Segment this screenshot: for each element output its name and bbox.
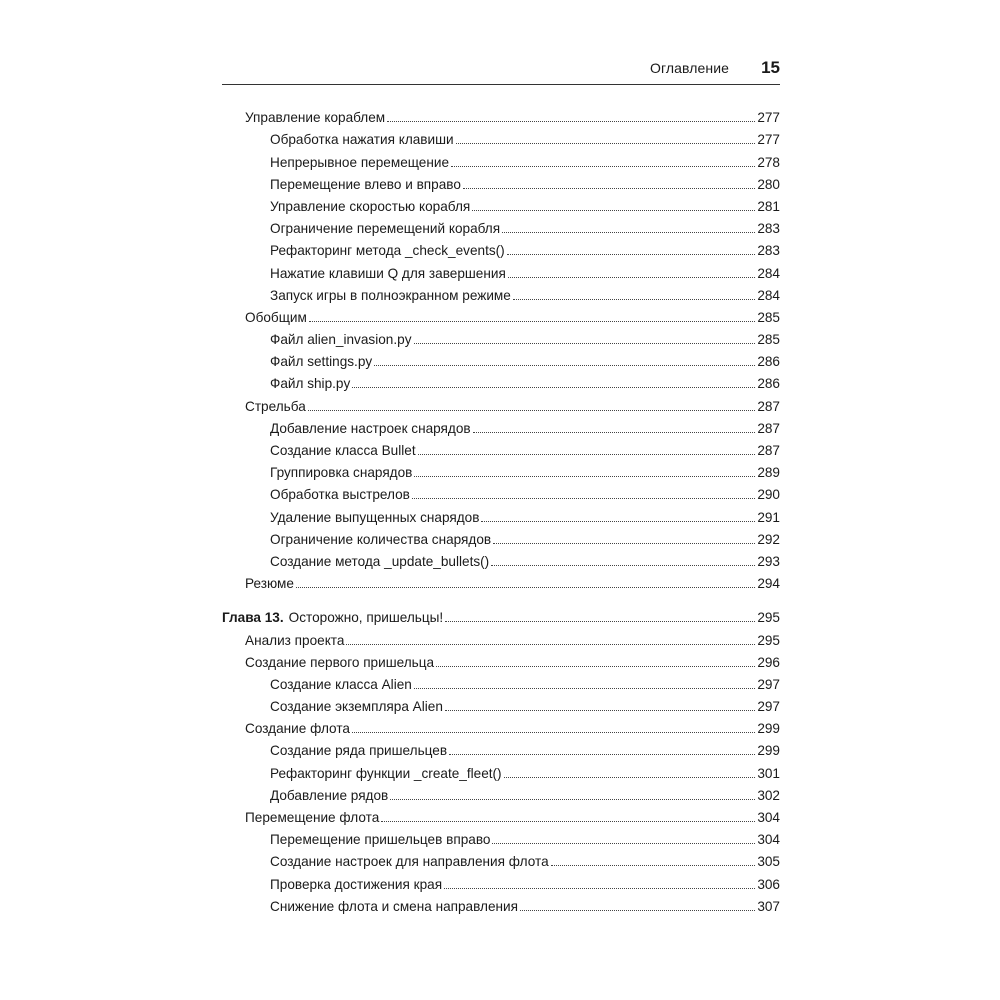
toc-entry-title	[270, 221, 500, 237]
dot-leader	[309, 321, 755, 322]
toc-page-number: 287	[757, 443, 780, 458]
toc-chapter-entry	[222, 604, 780, 626]
dot-leader	[502, 232, 755, 233]
toc-entry-text: Непрерывное перемещение	[270, 154, 450, 170]
toc-page-number: 277	[757, 132, 780, 148]
toc-entry-text: Группировка снарядов	[270, 465, 413, 481]
toc-entry-title	[222, 610, 443, 626]
toc-subsection-entry	[222, 481, 780, 503]
toc-entry-text: Ограничение перемещений корабля	[270, 221, 501, 237]
toc-entry-text: Создание флота	[245, 721, 350, 737]
dot-leader	[456, 143, 756, 144]
toc-entry-text: Нажатие клавиши Q для завершения	[270, 265, 506, 281]
toc-entry-text: Запуск игры в полноэкранном режиме	[270, 287, 511, 303]
dot-leader	[390, 799, 755, 800]
running-head-title: Оглавление	[650, 60, 730, 76]
dot-leader	[444, 888, 755, 889]
toc-entry-text: Резюме	[245, 576, 294, 592]
toc-entry-title	[270, 199, 470, 215]
toc-page-number: 296	[757, 654, 780, 670]
toc-section-entry	[222, 392, 780, 414]
toc-entry-title	[270, 177, 461, 193]
toc-entry-text: Перемещение флота	[245, 810, 380, 825]
dot-leader	[436, 666, 755, 667]
toc-page-number: 290	[757, 487, 780, 503]
toc-page-number: 297	[757, 676, 780, 692]
toc-entry-title	[270, 743, 447, 759]
toc-page-number: 304	[757, 810, 780, 825]
toc-page-number: 293	[757, 553, 780, 569]
toc-page-number: 299	[757, 721, 780, 737]
toc-page-number: 277	[757, 110, 780, 126]
toc-entry-title	[270, 332, 412, 348]
toc-entry-text: Перемещение влево и вправо	[270, 176, 461, 192]
toc-subsection-entry	[222, 848, 780, 870]
dot-leader	[451, 166, 755, 167]
toc-page-number: 284	[757, 265, 780, 281]
dot-leader	[418, 454, 756, 455]
toc-section-entry	[222, 304, 780, 326]
toc-entry-text: Рефакторинг метода _check_events()	[270, 243, 505, 259]
toc-subsection-entry	[222, 459, 780, 481]
toc-entry-title	[245, 310, 307, 326]
toc-subsection-entry	[222, 282, 780, 304]
toc-entry-text: Управление кораблем	[245, 110, 386, 126]
toc-entry-title	[270, 465, 412, 481]
toc-subsection-entry	[222, 171, 780, 193]
dot-leader	[308, 410, 756, 411]
toc-page-number: 302	[757, 787, 780, 803]
toc-page-number: 283	[757, 243, 780, 259]
dot-leader	[520, 910, 755, 911]
toc-entry-title	[270, 443, 416, 459]
toc-entry-title	[245, 810, 379, 826]
dot-leader	[352, 387, 755, 388]
toc-subsection-entry	[222, 548, 780, 570]
toc-entry-title	[270, 421, 471, 437]
toc-entry-title	[270, 766, 502, 782]
toc-page-number: 286	[757, 354, 780, 370]
toc-page-number: 287	[757, 420, 780, 436]
toc-entry-text: Проверка достижения края	[270, 876, 443, 892]
toc-section-entry	[222, 570, 780, 592]
toc-subsection-entry	[222, 126, 780, 148]
toc-entry-title	[270, 510, 479, 526]
toc-page-number: 294	[757, 576, 780, 592]
toc-entry-text: Стрельба	[245, 398, 306, 414]
toc-entry-text: Рефакторинг функции _create_fleet()	[270, 765, 502, 781]
page-number: 15	[761, 58, 780, 77]
toc-subsection-entry	[222, 326, 780, 348]
toc-entry-title	[245, 655, 434, 671]
toc-entry-title	[270, 854, 549, 870]
toc-entry-text: Создание метода _update_bullets()	[270, 553, 490, 569]
toc-entry-title	[270, 877, 442, 893]
dot-leader	[445, 621, 755, 622]
toc-subsection-entry	[222, 526, 780, 548]
dot-leader	[412, 498, 755, 499]
dot-leader	[414, 688, 755, 689]
toc-section-entry	[222, 626, 780, 648]
toc-page-number: 289	[757, 465, 780, 481]
toc-subsection-entry	[222, 759, 780, 781]
toc-page-number: 283	[757, 221, 780, 237]
toc-subsection-entry	[222, 415, 780, 437]
toc-entry-title	[270, 832, 490, 848]
toc-entry-title	[270, 532, 491, 548]
toc-entry-text: Осторожно, пришельцы!	[288, 610, 444, 626]
toc-subsection-entry	[222, 437, 780, 459]
toc-page-number: 278	[757, 154, 780, 170]
toc-page-number: 299	[757, 743, 780, 759]
toc-entry-title	[270, 288, 511, 304]
dot-leader	[374, 365, 755, 366]
dot-leader	[352, 732, 755, 733]
toc-page-number: 286	[757, 376, 780, 392]
dot-leader	[346, 644, 755, 645]
dot-leader	[449, 754, 755, 755]
toc-entry-title	[270, 788, 388, 804]
dot-leader	[493, 543, 755, 544]
toc-page-number: 285	[757, 332, 780, 348]
dot-leader	[513, 299, 755, 300]
toc-subsection-entry	[222, 148, 780, 170]
toc-section-entry	[222, 804, 780, 826]
toc-entry-title	[245, 721, 350, 737]
toc-entry-text: Ограничение количества снарядов	[270, 531, 492, 547]
toc-subsection-entry	[222, 237, 780, 259]
toc-subsection-entry	[222, 348, 780, 370]
dot-leader	[504, 777, 756, 778]
toc-entry-title	[245, 633, 344, 649]
toc-entry-text: Добавление рядов	[270, 787, 389, 803]
toc-entry-text: Файл settings.py	[270, 354, 373, 370]
toc-page-number: 305	[757, 854, 780, 870]
toc-section-entry	[222, 649, 780, 671]
toc-entry-title	[270, 155, 449, 171]
toc-subsection-entry	[222, 370, 780, 392]
toc-page-number: 295	[757, 632, 780, 648]
dot-leader	[414, 343, 756, 344]
dot-leader	[445, 710, 755, 711]
toc-entry-text: Файл alien_invasion.py	[270, 332, 412, 348]
dot-leader	[551, 865, 756, 866]
toc-subsection-entry	[222, 215, 780, 237]
toc-page-number: 301	[757, 765, 780, 781]
toc-entry-title	[245, 399, 306, 415]
toc-subsection-entry	[222, 693, 780, 715]
toc-entry-title	[270, 487, 410, 503]
toc-page-number: 285	[757, 309, 780, 325]
toc-entry-title	[270, 132, 454, 148]
running-head	[222, 58, 780, 82]
toc-page-number: 291	[757, 509, 780, 525]
toc-entry-title	[270, 243, 505, 259]
toc-entry-text: Создание первого пришельца	[245, 654, 435, 670]
toc-subsection-entry	[222, 893, 780, 915]
toc-entry-title	[270, 354, 372, 370]
toc-entry-text: Создание настроек для направления флота	[270, 854, 549, 870]
toc-entry-title	[270, 554, 489, 570]
dot-leader	[481, 521, 755, 522]
toc-page-number: 304	[757, 832, 780, 848]
dot-leader	[296, 587, 755, 588]
toc-subsection-entry	[222, 870, 780, 892]
toc-page-number: 307	[757, 898, 780, 914]
toc-entry-title	[270, 899, 518, 915]
toc-subsection-entry	[222, 737, 780, 759]
toc-entry-title	[270, 266, 506, 282]
dot-leader	[507, 254, 756, 255]
dot-leader	[508, 277, 755, 278]
toc-entry-text: Создание ряда пришельцев	[270, 743, 448, 759]
toc-subsection-entry	[222, 826, 780, 848]
toc-subsection-entry	[222, 782, 780, 804]
toc-subsection-entry	[222, 671, 780, 693]
dot-leader	[387, 121, 755, 122]
toc-subsection-entry	[222, 259, 780, 281]
table-of-contents	[222, 104, 780, 915]
toc-page-number: 297	[757, 699, 780, 715]
toc-section-entry	[222, 104, 780, 126]
toc-entry-text: Создание класса Alien	[270, 676, 412, 692]
toc-page-number: 284	[757, 287, 780, 303]
toc-entry-text: Перемещение пришельцев вправо	[270, 832, 491, 848]
toc-section-entry	[222, 715, 780, 737]
toc-entry-title	[270, 376, 350, 392]
toc-page-number: 306	[757, 876, 780, 892]
dot-leader	[463, 188, 755, 189]
chapter-label: Глава 13.	[222, 610, 284, 626]
toc-entry-title	[245, 576, 294, 592]
toc-entry-text: Снижение флота и смена направления	[270, 898, 518, 914]
toc-page-number: 280	[757, 176, 780, 192]
header-rule	[222, 84, 780, 85]
toc-entry-text: Создание экземпляра Alien	[270, 699, 443, 715]
toc-page-number: 281	[757, 198, 780, 214]
dot-leader	[472, 210, 755, 211]
dot-leader	[381, 821, 755, 822]
toc-page-number: 292	[757, 531, 780, 547]
toc-entry-text: Файл ship.py	[270, 376, 351, 392]
toc-entry-text: Удаление выпущенных снарядов	[270, 509, 480, 525]
toc-subsection-entry	[222, 193, 780, 215]
toc-entry-title	[270, 699, 443, 715]
toc-subsection-entry	[222, 503, 780, 525]
toc-entry-text: Обработка нажатия клавиши	[270, 132, 454, 148]
dot-leader	[414, 476, 755, 477]
toc-entry-text: Обработка выстрелов	[270, 487, 410, 503]
toc-entry-text: Управление скоростью корабля	[270, 198, 471, 214]
toc-entry-text: Обобщим	[245, 309, 307, 325]
toc-page-number: 287	[757, 398, 780, 414]
toc-entry-text: Создание класса Bullet	[270, 443, 416, 458]
dot-leader	[492, 843, 755, 844]
toc-entry-text: Добавление настроек снарядов	[270, 420, 471, 436]
toc-entry-title	[245, 110, 385, 126]
toc-entry-text: Анализ проекта	[245, 632, 345, 648]
toc-page-number: 295	[757, 610, 780, 626]
dot-leader	[473, 432, 756, 433]
dot-leader	[491, 565, 755, 566]
toc-entry-title	[270, 677, 412, 693]
